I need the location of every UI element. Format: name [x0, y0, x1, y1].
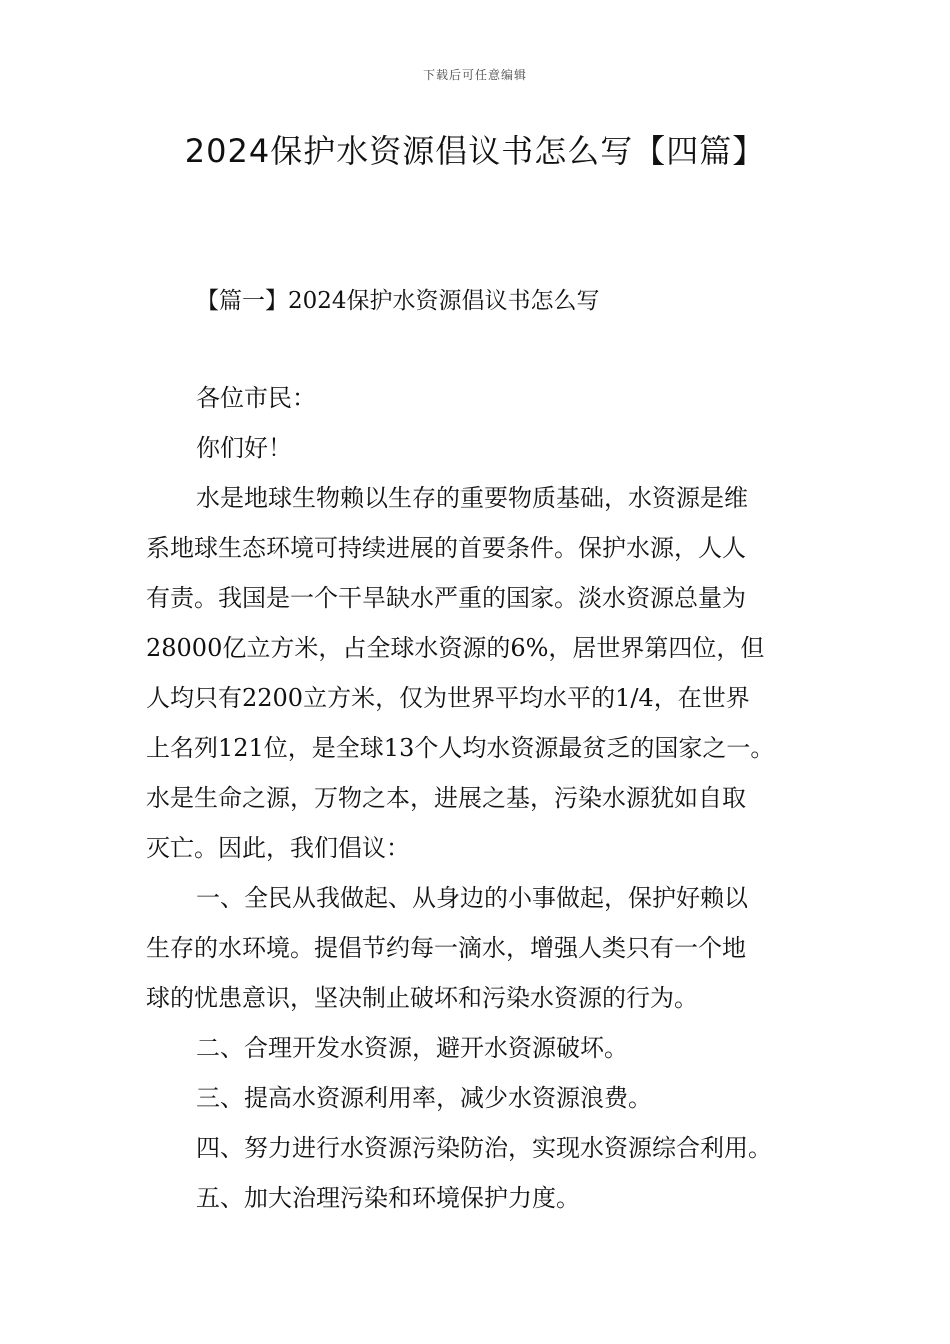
paragraph-line: 28000亿立方米，占全球水资源的6%，居世界第四位，但 — [146, 634, 765, 662]
proposal-item-3: 三、提高水资源利用率，减少水资源浪费。 — [196, 1084, 652, 1112]
paragraph-line: 有责。我国是一个干旱缺水严重的国家。淡水资源总量为 — [146, 584, 746, 612]
paragraph-line: 系地球生态环境可持续进展的首要条件。保护水源，人人 — [146, 534, 746, 562]
proposal-item-1: 一、全民从我做起、从身边的小事做起，保护好赖以 — [196, 884, 748, 912]
paragraph-line: 灭亡。因此，我们倡议： — [146, 834, 410, 862]
proposal-item-5: 五、加大治理污染和环境保护力度。 — [196, 1184, 580, 1212]
paragraph-line: 球的忧患意识，坚决制止破坏和污染水资源的行为。 — [146, 984, 698, 1012]
salutation: 各位市民： — [196, 384, 316, 412]
paragraph-line: 生存的水环境。提倡节约每一滴水，增强人类只有一个地 — [146, 934, 746, 962]
greeting: 你们好！ — [196, 434, 292, 462]
paragraph-line: 水是生命之源，万物之本，进展之基，污染水源犹如自取 — [146, 784, 746, 812]
proposal-item-2: 二、合理开发水资源，避开水资源破坏。 — [196, 1034, 628, 1062]
paragraph-line: 上名列121位，是全球13个人均水资源最贫乏的国家之一。 — [146, 734, 775, 762]
section-title: 【篇一】2024保护水资源倡议书怎么写 — [196, 288, 600, 314]
paragraph-line: 人均只有2200立方米，仅为世界平均水平的1/4，在世界 — [146, 684, 750, 712]
header-note: 下载后可任意编辑 — [422, 68, 527, 82]
document-title: 2024保护水资源倡议书怎么写【四篇】 — [184, 132, 766, 170]
proposal-item-4: 四、努力进行水资源污染防治，实现水资源综合利用。 — [196, 1134, 772, 1162]
paragraph-line: 水是地球生物赖以生存的重要物质基础，水资源是维 — [196, 484, 748, 512]
